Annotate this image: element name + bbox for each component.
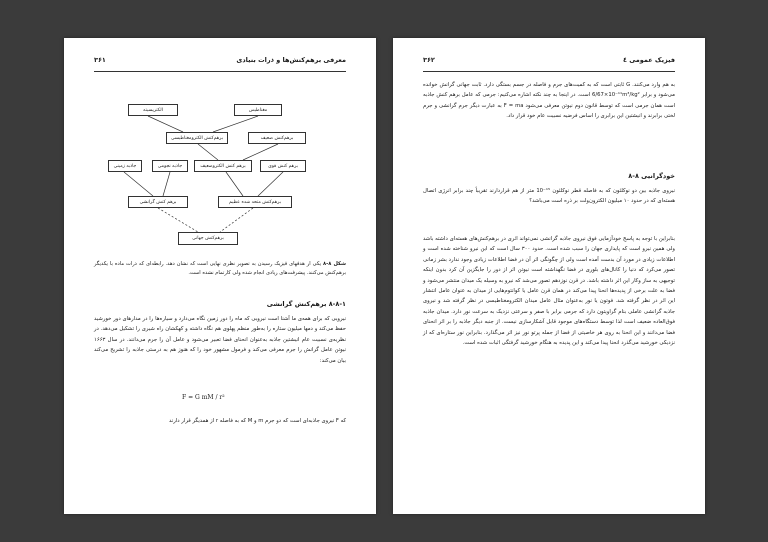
left-paragraph-2: که F نیروی جاذبه‌ای است که دو جرم m و M که به فاصله r از همدیگر قرار دارند [168, 418, 346, 424]
box-terrestrial-gravity: جاذبه زمینی [108, 160, 142, 172]
left-header-rule [94, 71, 346, 72]
figure-caption [94, 260, 346, 278]
box-gravitation: برهم کنش گرانشی [128, 196, 188, 208]
right-paragraph-1: به هم وارد می‌کنند. G ثابتی است که به کمیت‌های جرم و فاصله در جسم بستگی دارد. ثابت جهانی گرانش خوانده می‌شود و برابر ‎6/67×10⁻¹¹m³/kg²‎ است. در اینجا به چند نکته اشاره می‌کنیم: جرمی که عامل برهم کنش جاذبه است همان جرمی است که توسط قانون دوم نیوتن معرفی می‌شود F = ma به عبارت دیگر جرم گرانشی و جرم لختی برابرند و انیشتین این برابری را اساس فرضیه نسبیت عام خود قرار داد. [423, 82, 675, 120]
section-title-self-test: خودگرانیی ۸-۸ [628, 172, 675, 180]
section-title-gravitational: ۸-۸-۱ برهم‌کنش گرانشی [266, 300, 346, 308]
left-page-header [94, 56, 346, 68]
box-electromagnetism: برهم‌کنش الکترومغناطیسی [166, 132, 228, 144]
left-page [64, 38, 376, 514]
right-header-title: فیزیک عمومی ٤ [622, 56, 675, 64]
box-celestial-gravity: جاذبه نجومی [152, 160, 188, 172]
box-universal: برهم‌کنش جهانی [178, 232, 238, 245]
figure-caption-label: شکل ۸-۸ [323, 261, 347, 267]
box-electricity: الکتریسیته [128, 104, 178, 116]
right-paragraph-3: بنابراین با توجه به پاسخ خودآزمایی فوق نیروی جاذبه گرانشی نمی‌تواند اثری در برهم‌کنش‌های هسته‌ای داشته باشد ولی همین نیرو است که پایداری جهان را سبب شده است. حدود ۳۰۰ سال است که این نیرو شناخته شده است و اطلاعات زیادی در مورد آن بدست آمده است ولی از چگونگی اثر آن در فضا اطلاعات زیادی وجود ندارد بشر زمانی تصور می‌کرد که دنیا را کانال‌های بلوری در فضا نگهداشته است نیوتن اثر از دور را جایگزین آن کرد بدون اینکه توجیهی به ساز وکار این اثر داشته باشد. در قرن نوزدهم تصور می‌شد که نیرو به وسیله یک میدان منتشر می‌شود و فضا به علت برخی از پدیده‌ها انحنا پیدا می‌کند در همان قرن عامل یا کوانتوم‌هایی از میدان به عنوان عامل انتشار این اثر در نظر گرفته شد. فوتون یا نور به‌عنوان مثال عامل میدان الکترومغناطیسی در نظر گرفته شد و نیروی جاذبه گرانشی عاملی بنام گراویتون دارد که جرمی برابر با صفر و سرعتی نزدیک به سرعت نور دارد. میدان جاذبه فوق‌العاده ضعیف است لذا توسط دستگاه‌های موجود قابل آشکارسازی نیست. از جنبه دیگر جاذبه را بر اثر انحنای فضا می‌دانند و این انحنا به روی هر خاصیتی از فضا از جمله پرتو نور نیز اثر می‌گذارد. بنابراین نور ستاره‌ای که از نزدیکی خورشید می‌گذرد انحنا پیدا می‌کند و این پدیده به هنگام خورشید گرفتگی اثبات شده است. [423, 236, 675, 347]
box-electroweak: برهم کنش الکتروضعیف [194, 160, 252, 172]
right-page-number: ۳۶۲ [423, 56, 435, 64]
interaction-diagram [108, 100, 318, 260]
newton-gravity-formula: F = G mM / r² [182, 394, 225, 401]
right-header-rule [423, 71, 675, 72]
box-magnetism: مغناطیس [234, 104, 282, 116]
right-page [393, 38, 705, 514]
left-paragraph-1: نیرویی که برای همه‌ی ما آشنا است نیرویی که ماه را دور زمین نگاه می‌دارد و سیاره‌ها را در مدارهای دور خورشید حفظ می‌کند و دمها میلیون ستاره را به‌طور منظم پهلوی هم نگاه داشته و کهکشان راه شیری را تشکیل می‌دهد. در نظریه‌ی نسبیت عام انیشتین جاذبه به‌عنوان انحنای فضا تعبیر می‌شود و عامل آن را جرم می‌دانند. در سال ۱۶۶۳ نیوتن عامل گرانش را جرم معرفی می‌کند و فرمول مشهور خود را که هنوز هم به درستی جاذبه را تشریح می‌کند بیان می‌کند: [94, 316, 346, 364]
left-header-title: معرفی برهم‌کنش‌ها و ذرات بنیادی [236, 56, 346, 64]
right-page-header [423, 56, 675, 68]
box-weak: برهم‌کنش ضعیف [248, 132, 306, 144]
left-page-number: ۳۶۱ [94, 56, 106, 64]
figure-caption-text: یکی از هدفهای فیزیک رسیدن به تصویر نظری نهایی است که نشان دهد. رابطه‌ای که ذرات ماده با یکدیگر برهم‌کنش می‌کنند. پیشرفت‌های زیادی انجام شده ولی کارتمام نشده است. [94, 261, 346, 276]
right-paragraph-2: نیروی جاذبه بین دو نوکلئون که به فاصله قطر نوکلئون ‎10⁻¹⁵‎ متر از هم قراردارند تقریباً چند برابر انرژی اتصال هسته‌ای که در حدود ۱۰ میلیون الکترون‌ولت بر ذره است می‌باشد؟ [423, 188, 675, 205]
box-strong: برهم کنش قوی [260, 160, 306, 172]
box-grand-unified: برهم‌کنش متحد شده عظیم [218, 196, 292, 208]
